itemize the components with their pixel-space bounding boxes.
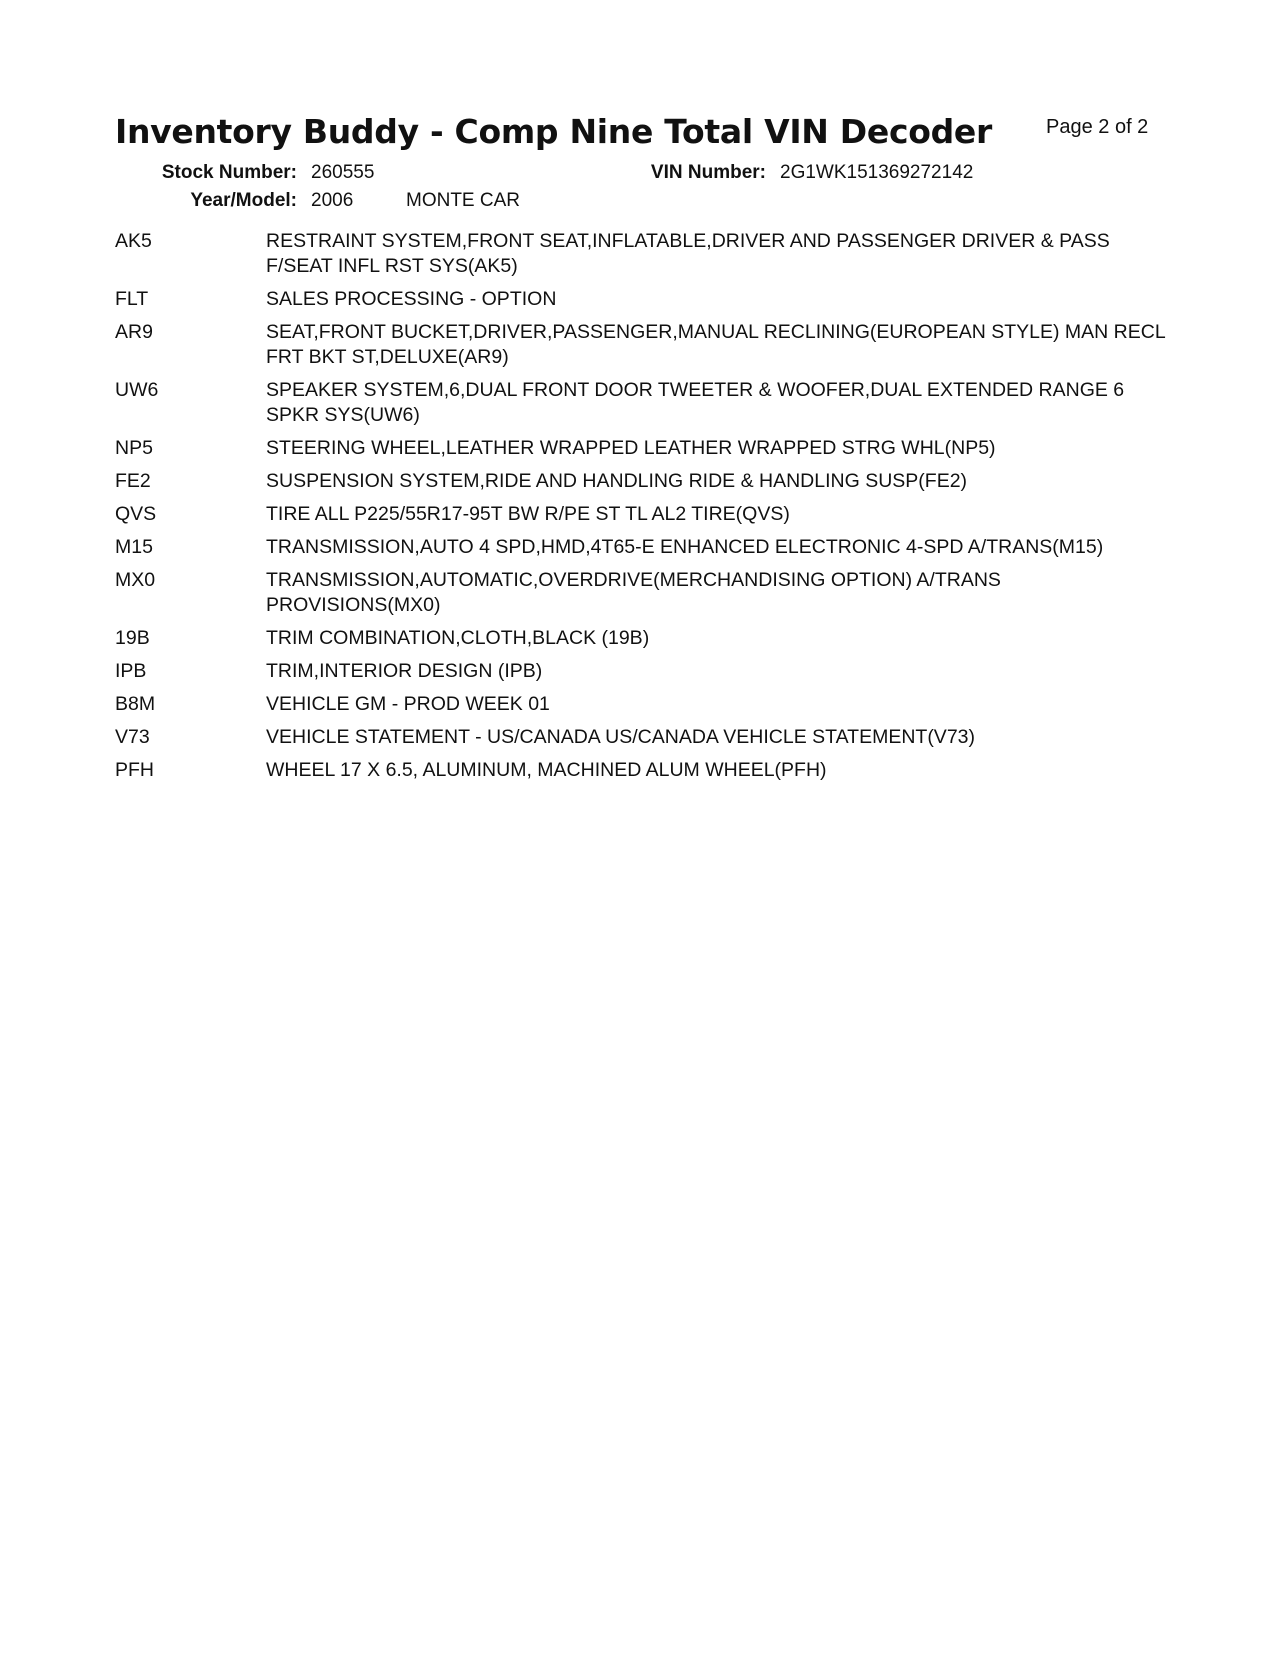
option-description: TRANSMISSION,AUTO 4 SPD,HMD,4T65-E ENHANCED ELECTRONIC 4-SPD A/TRANS(M15) [266,536,1104,558]
option-description: VEHICLE STATEMENT - US/CANADA US/CANADA VEHICLE STATEMENT(V73) [266,726,975,748]
option-description: SPEAKER SYSTEM,6,DUAL FRONT DOOR TWEETER & WOOFER,DUAL EXTENDED RANGE 6 SPKR SYS(UW6) [266,379,1125,426]
option-code: FE2 [115,470,151,492]
option-code: 19B [115,627,150,649]
option-code: IPB [115,660,147,682]
option-row [115,692,1175,717]
page-number: Page 2 of 2 [1046,116,1149,138]
option-code: MX0 [115,569,156,591]
option-row [115,659,1175,684]
option-row [115,287,1175,312]
option-code: B8M [115,693,156,715]
option-description: VEHICLE GM - PROD WEEK 01 [266,693,550,715]
option-row [115,469,1175,494]
option-code: AK5 [115,230,152,252]
option-row [115,568,1175,618]
option-code: NP5 [115,437,153,459]
option-description: TIRE ALL P225/55R17-95T BW R/PE ST TL AL2 TIRE(QVS) [266,503,790,525]
option-description: SALES PROCESSING - OPTION [266,288,557,310]
year-value: 2006 [311,190,354,211]
year-model-label: Year/Model: [190,190,297,211]
option-code: FLT [115,288,149,310]
option-code: PFH [115,759,154,781]
option-row [115,758,1175,783]
option-row [115,229,1175,279]
option-description: TRIM,INTERIOR DESIGN (IPB) [266,660,543,682]
option-row [115,320,1175,370]
page-title: Inventory Buddy - Comp Nine Total VIN Decoder [115,112,992,151]
option-row [115,378,1175,428]
option-description: WHEEL 17 X 6.5, ALUMINUM, MACHINED ALUM WHEEL(PFH) [266,759,827,781]
option-code: V73 [115,726,150,748]
option-description: TRANSMISSION,AUTOMATIC,OVERDRIVE(MERCHANDISING OPTION) A/TRANS PROVISIONS(MX0) [266,569,1001,616]
option-description: SUSPENSION SYSTEM,RIDE AND HANDLING RIDE & HANDLING SUSP(FE2) [266,470,968,492]
vin-number-value: 2G1WK151369272142 [780,162,974,183]
option-row [115,725,1175,750]
option-row [115,626,1175,651]
option-description: RESTRAINT SYSTEM,FRONT SEAT,INFLATABLE,DRIVER AND PASSENGER DRIVER & PASS F/SEAT INFL RST SYS(AK5) [266,230,1110,277]
model-value: MONTE CAR [406,190,520,211]
option-description: TRIM COMBINATION,CLOTH,BLACK (19B) [266,627,650,649]
stock-number-value: 260555 [311,162,375,183]
option-code: AR9 [115,321,153,343]
option-row [115,502,1175,527]
option-description: SEAT,FRONT BUCKET,DRIVER,PASSENGER,MANUAL RECLINING(EUROPEAN STYLE) MAN RECL FRT BKT ST,DELUXE(AR9) [266,321,1165,368]
vin-number-label: VIN Number: [650,162,766,183]
option-code: UW6 [115,379,159,401]
option-code: QVS [115,503,157,525]
option-code: M15 [115,536,153,558]
stock-number-label: Stock Number: [161,162,297,183]
option-description: STEERING WHEEL,LEATHER WRAPPED LEATHER WRAPPED STRG WHL(NP5) [266,437,996,459]
option-row [115,436,1175,461]
option-row [115,535,1175,560]
option-code-list [115,229,1175,791]
